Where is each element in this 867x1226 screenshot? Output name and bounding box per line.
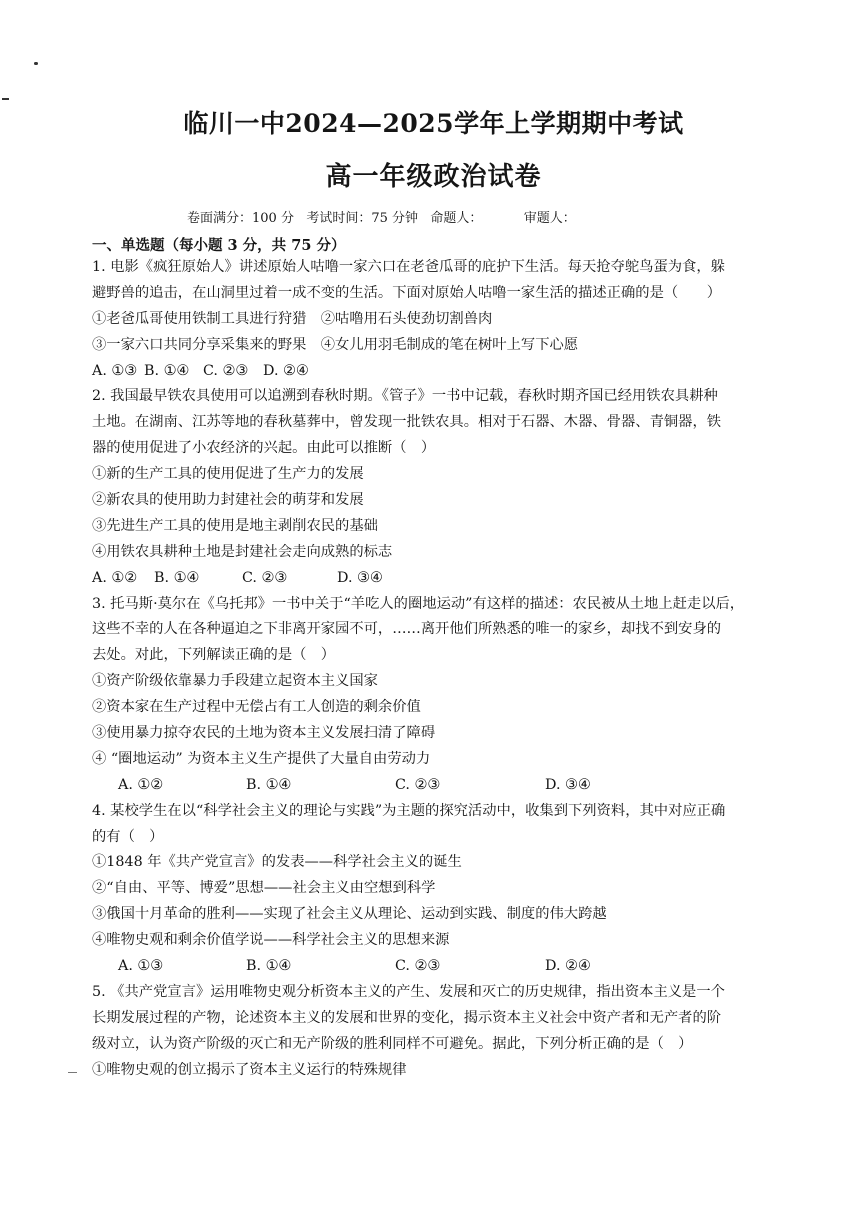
option-d: D. ②④ <box>545 958 591 975</box>
question-item: ④用铁农具耕种土地是封建社会走向成熟的标志 <box>92 543 393 560</box>
question-item: ③先进生产工具的使用是地主剥削农民的基础 <box>92 517 378 534</box>
question-item: ③使用暴力掠夺农民的土地为资本主义发展扫清了障碍 <box>92 725 436 742</box>
scan-speck <box>68 1072 77 1073</box>
option-b: B. ①④ <box>154 569 200 586</box>
question-5 <box>92 980 782 1084</box>
scan-speck <box>2 98 9 100</box>
question-item: ③俄国十月革命的胜利——实现了社会主义从理论、运动到实践、制度的伟大跨越 <box>92 906 607 923</box>
option-b: B. ①④ <box>246 776 292 793</box>
question-item: ①新的生产工具的使用促进了生产力的发展 <box>92 466 364 483</box>
question-item: ①唯物史观的创立揭示了资本主义运行的特殊规律 <box>92 1061 407 1078</box>
question-item: ②资本家在生产过程中无偿占有工人创造的剩余价值 <box>92 699 421 716</box>
option-a: A. ①③ <box>92 362 138 379</box>
question-stem-line: 5. 《共产党宣言》运用唯物史观分析资本主义的产生、发展和灭亡的历史规律，指出资本主义是一个 <box>92 983 725 1000</box>
exam-subtitle: 高一年级政治试卷 <box>325 162 542 192</box>
question-stem-line: 3. 托马斯·莫尔在《乌托邦》一书中关于“羊吃人的圈地运动”有这样的描述：农民被从土地上赶走以后， <box>92 595 745 612</box>
option-b: B. ①④ <box>144 362 190 379</box>
question-stem-line: 这些不幸的人在各种逼迫之下非离开家园不可，……离开他们所熟悉的唯一的家乡，却找不到安身的 <box>92 621 722 638</box>
question-list <box>92 255 782 1084</box>
question-stem-line: 4. 某校学生在以“科学社会主义的理论与实践”为主题的探究活动中，收集到下列资料，其中对应正确 <box>92 802 726 819</box>
question-item: ①1848 年《共产党宣言》的发表——科学社会主义的诞生 <box>92 854 462 871</box>
question-stem-line: 1. 电影《疯狂原始人》讲述原始人咕噜一家六口在老爸瓜哥的庇护下生活。每天抢夺鸵鸟蛋为食，躲 <box>92 259 725 275</box>
question-3 <box>92 592 782 799</box>
question-item: ④ “圈地运动” 为资本主义生产提供了大量自由劳动力 <box>92 750 431 767</box>
scan-speck <box>34 62 38 65</box>
question-item: ①老爸瓜哥使用铁制工具进行狩猎 ②咕噜用石头使劲切割兽肉 <box>92 310 493 327</box>
question-stem-line: 长期发展过程的产物，论述资本主义的发展和世界的变化，揭示资本主义社会中资产者和无产者的阶 <box>92 1009 722 1026</box>
question-stem-line: 的有（ ） <box>92 828 164 845</box>
question-1 <box>92 255 782 384</box>
answer-options <box>92 566 782 592</box>
question-item: ④唯物史观和剩余价值学说——科学社会主义的思想来源 <box>92 932 450 949</box>
question-item: ③一家六口共同分享采集来的野果 ④女儿用羽毛制成的笔在树叶上写下心愿 <box>92 336 579 353</box>
question-2 <box>92 384 782 591</box>
exam-title: 临川一中2024—2025学年上学期期中考试 <box>183 109 684 138</box>
option-c: C. ②③ <box>395 776 441 793</box>
question-stem-line: 器的使用促进了小农经济的兴起。由此可以推断（ ） <box>92 440 436 457</box>
option-c: C. ②③ <box>242 569 288 586</box>
option-d: D. ③④ <box>337 569 383 586</box>
answer-options <box>92 773 782 799</box>
option-c: C. ②③ <box>395 958 441 975</box>
question-item: ②新农具的使用助力封建社会的萌芽和发展 <box>92 492 364 509</box>
question-item: ②“自由、平等、博爱”思想——社会主义由空想到科学 <box>92 880 436 897</box>
question-item: ①资产阶级依靠暴力手段建立起资本主义国家 <box>92 673 378 690</box>
option-a: A. ①③ <box>118 958 164 975</box>
option-a: A. ①② <box>92 569 138 586</box>
section-title: 一、单选题（每小题 3 分，共 75 分） <box>92 237 346 254</box>
question-stem-line: 级对立，认为资产阶级的灭亡和无产阶级的胜利同样不可避免。据此，下列分析正确的是（ ） <box>92 1035 693 1052</box>
exam-meta: 卷面满分：100 分 考试时间：75 分钟 命题人： 审题人： <box>187 211 576 226</box>
option-c: C. ②③ <box>203 362 249 379</box>
question-stem-line: 避野兽的追击，在山洞里过着一成不变的生活。下面对原始人咕噜一家生活的描述正确的是（ ） <box>92 284 722 301</box>
question-stem-line: 2. 我国最早铁农具使用可以追溯到春秋时期。《管子》一书中记载，春秋时期齐国已经用铁农具耕种 <box>92 388 718 405</box>
option-d: D. ②④ <box>263 362 309 379</box>
question-stem-line: 去处。对此，下列解读正确的是（ ） <box>92 647 336 664</box>
answer-options <box>92 954 782 980</box>
option-a: A. ①② <box>118 776 164 793</box>
answer-options <box>92 359 782 385</box>
question-stem-line: 土地。在湖南、江苏等地的春秋墓葬中，曾发现一批铁农具。相对于石器、木器、骨器、青铜器，铁 <box>92 414 722 431</box>
option-d: D. ③④ <box>545 776 591 793</box>
option-b: B. ①④ <box>246 958 292 975</box>
question-4 <box>92 799 782 980</box>
